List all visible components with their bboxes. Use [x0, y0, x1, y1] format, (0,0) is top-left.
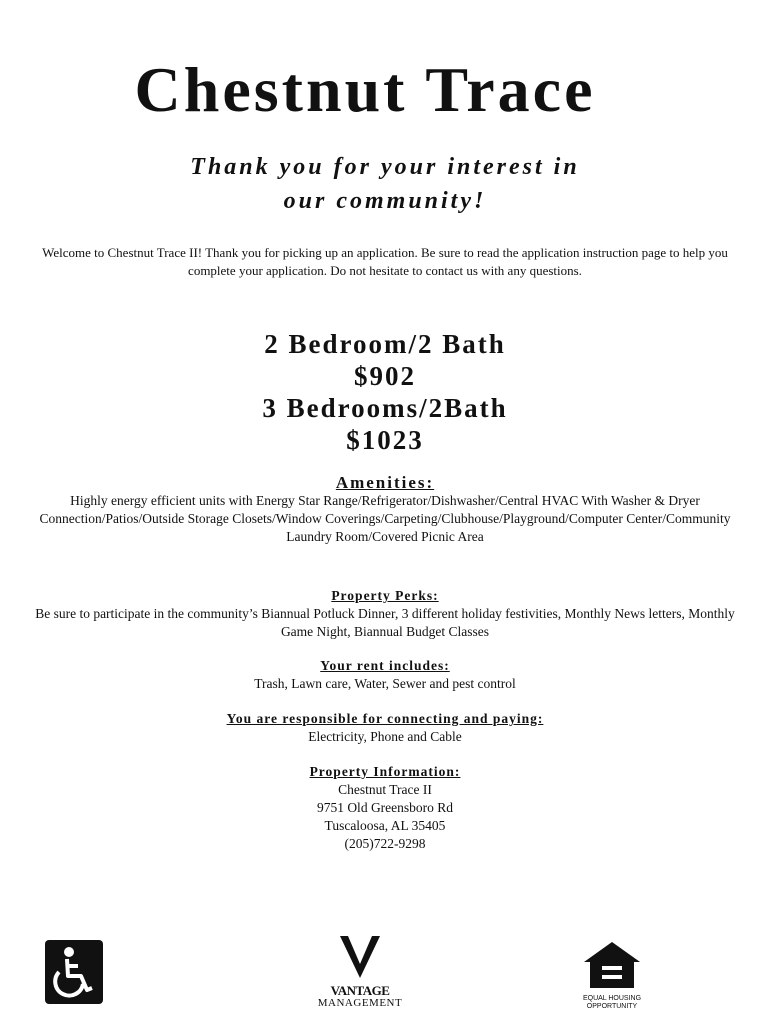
property-heading: Property Information:: [309, 764, 461, 779]
unit-type-2br: 2 Bedroom/2 Bath: [264, 329, 506, 359]
vantage-management-logo: [310, 934, 410, 1009]
unit-type-3br: 3 Bedrooms/2Bath: [262, 393, 508, 423]
pricing-block: [0, 328, 770, 456]
rent-text: Trash, Lawn care, Water, Sewer and pest control: [254, 676, 516, 691]
tagline-line-2: our community!: [283, 188, 487, 214]
perks-text: Be sure to participate in the community’s Biannual Potluck Dinner, 3 different holiday festivities, Monthly News letters, Monthly Game Night, Biannual Budget Classes: [35, 606, 735, 639]
responsible-text: Electricity, Phone and Cable: [308, 729, 462, 744]
rent-heading: Your rent includes:: [320, 658, 450, 673]
perks-section: [30, 587, 740, 641]
responsible-section: [30, 710, 740, 746]
price-3br: $1023: [346, 425, 424, 455]
amenities-section: [30, 474, 740, 546]
perks-heading: Property Perks:: [331, 588, 439, 603]
responsible-heading: You are responsible for connecting and paying:: [226, 711, 544, 726]
welcome-paragraph: Welcome to Chestnut Trace II! Thank you for picking up an application. Be sure to read the application instruction page to help you complete your application. Do not hesitate to contact us with any questions.: [42, 245, 728, 278]
page-title: Chestnut Trace: [134, 54, 596, 125]
vantage-v-icon: [310, 934, 410, 980]
equal-housing-text: EQUAL HOUSING: [582, 995, 642, 1002]
equal-housing-logo: [582, 940, 642, 1008]
rent-section: [30, 657, 740, 693]
price-2br: $902: [354, 361, 416, 391]
property-address: 9751 Old Greensboro Rd: [316, 800, 454, 815]
amenities-heading: Amenities:: [335, 473, 435, 492]
house-icon: [582, 940, 642, 990]
tagline: [0, 150, 770, 218]
opportunity-text: OPPORTUNITY: [586, 1003, 638, 1010]
property-info-section: [30, 763, 740, 853]
property-phone: (205)722-9298: [344, 836, 426, 851]
tagline-line-1: Thank you for your interest in: [190, 154, 580, 180]
management-label: MANAGEMENT: [317, 997, 403, 1009]
wheelchair-icon: [45, 940, 103, 1004]
vantage-label: VANTAGE: [330, 983, 390, 998]
amenities-text: Highly energy efficient units with Energy Star Range/Refrigerator/Dishwasher/Central HVAC With Washer & Dryer Connection/Patios/Outside Storage Closets/Window Coverings/Carpeting/Clubhouse/Playground/Computer Center/Community Laundry Room/Covered Picnic Area: [39, 493, 731, 544]
property-city: Tuscaloosa, AL 35405: [324, 818, 446, 833]
property-name: Chestnut Trace II: [338, 782, 432, 797]
